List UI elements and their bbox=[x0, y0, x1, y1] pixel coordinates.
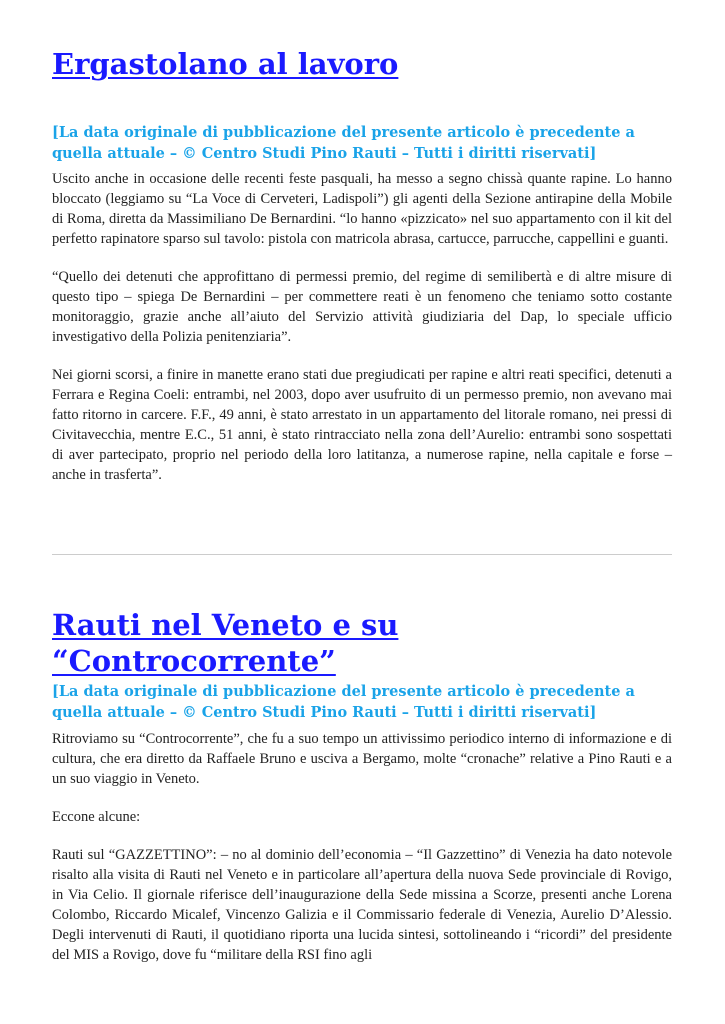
article-divider bbox=[52, 554, 672, 555]
article-title-link[interactable]: Ergastolano al lavoro bbox=[52, 47, 399, 81]
paragraph: Nei giorni scorsi, a finire in manette erano stati due pregiudicati per rapine e altri reati specifici, detenuti a Ferrara e Regina Coeli: entrambi, nel 2003, dopo aver usufruito di un permesso premio, non avevano mai fatto ritorno in carcere. F.F., 49 anni, è stato arrestato in un appartamento del litorale romano, nei pressi di Civitavecchia, mentre E.C., 51 anni, è stato rintracciato nella zona dell’Aurelio: entrambi sono sospettati di aver partecipato, proprio nel periodo della loro latitanza, a numerose rapine, nella capitale e forse – anche in trasferta”. bbox=[52, 367, 672, 483]
article-2 bbox=[52, 607, 672, 679]
article-title-link[interactable]: Rauti nel Veneto e su “Controcorrente” bbox=[52, 608, 399, 678]
article-title bbox=[52, 607, 672, 679]
paragraph: Uscito anche in occasione delle recenti feste pasquali, ha messo a segno chissà quante rapine. Lo hanno bloccato (leggiamo su “La Voce di Cerveteri, Ladispoli”) gli agenti della Sezione antirapine della Mobile di Roma, diretta da Massimiliano De Bernardini. “lo hanno «pizzicato» nel suo appartamento con il kit del perfetto rapinatore sparso sul tavolo: pistola con matricola abrasa, cartucce, parrucche, cappellini e guanti. bbox=[52, 171, 672, 247]
paragraph: Rauti sul “GAZZETTINO”: – no al dominio dell’economia – “Il Gazzettino” di Venezia ha dato notevole risalto alla visita di Rauti nel Veneto e in particolare all’apertura della nuova Sede provinciale di Rovigo, in Via Celio. Il giornale riferisce dell’inaugurazione della Sede missina a Scorze, presenti anche Lorena Colombo, Riccardo Micalef, Vincenzo Galizia e il Commissario federale di Venezia, Aurelio D’Alessio. Degli intervenuti di Rauti, il quotidiano riporta una lucida sintesi, sottolineando i “ricordi” del presidente del MIS a Rovigo, dove fu “militare della RSI fino agli bbox=[52, 847, 672, 963]
copyright-notice: [La data originale di pubblicazione del presente articolo è precedente a quella attuale – © Centro Studi Pino Rauti – Tutti i diritti riservati] bbox=[52, 683, 635, 721]
paragraph: Eccone alcune: bbox=[52, 809, 141, 825]
paragraph: Ritroviamo su “Controcorrente”, che fu a suo tempo un attivissimo periodico interno di informazione e di cultura, che era diretto da Raffaele Bruno e usciva a Bergamo, molte “cronache” relative a Pino Rauti e a un suo viaggio in Veneto. bbox=[52, 731, 672, 787]
paragraph: “Quello dei detenuti che approfittano di permessi premio, del regime di semilibertà e di altre misure di questo tipo – spiega De Bernardini – per commettere reati è un fenomeno che teniamo sotto costante monitoraggio, grazie anche all’aiuto del Servizio attività giudiziaria del Dap, lo speciale ufficio investigativo della Polizia penitenziaria”. bbox=[52, 269, 672, 345]
article-1-body bbox=[52, 169, 672, 485]
article-2-body bbox=[52, 729, 672, 965]
copyright-notice: [La data originale di pubblicazione del presente articolo è precedente a quella attuale – © Centro Studi Pino Rauti – Tutti i diritti riservati] bbox=[52, 124, 635, 162]
article-2-notice-block bbox=[52, 681, 672, 723]
article-1 bbox=[52, 46, 672, 82]
article-1-notice-block bbox=[52, 122, 672, 164]
article-title bbox=[52, 46, 672, 82]
